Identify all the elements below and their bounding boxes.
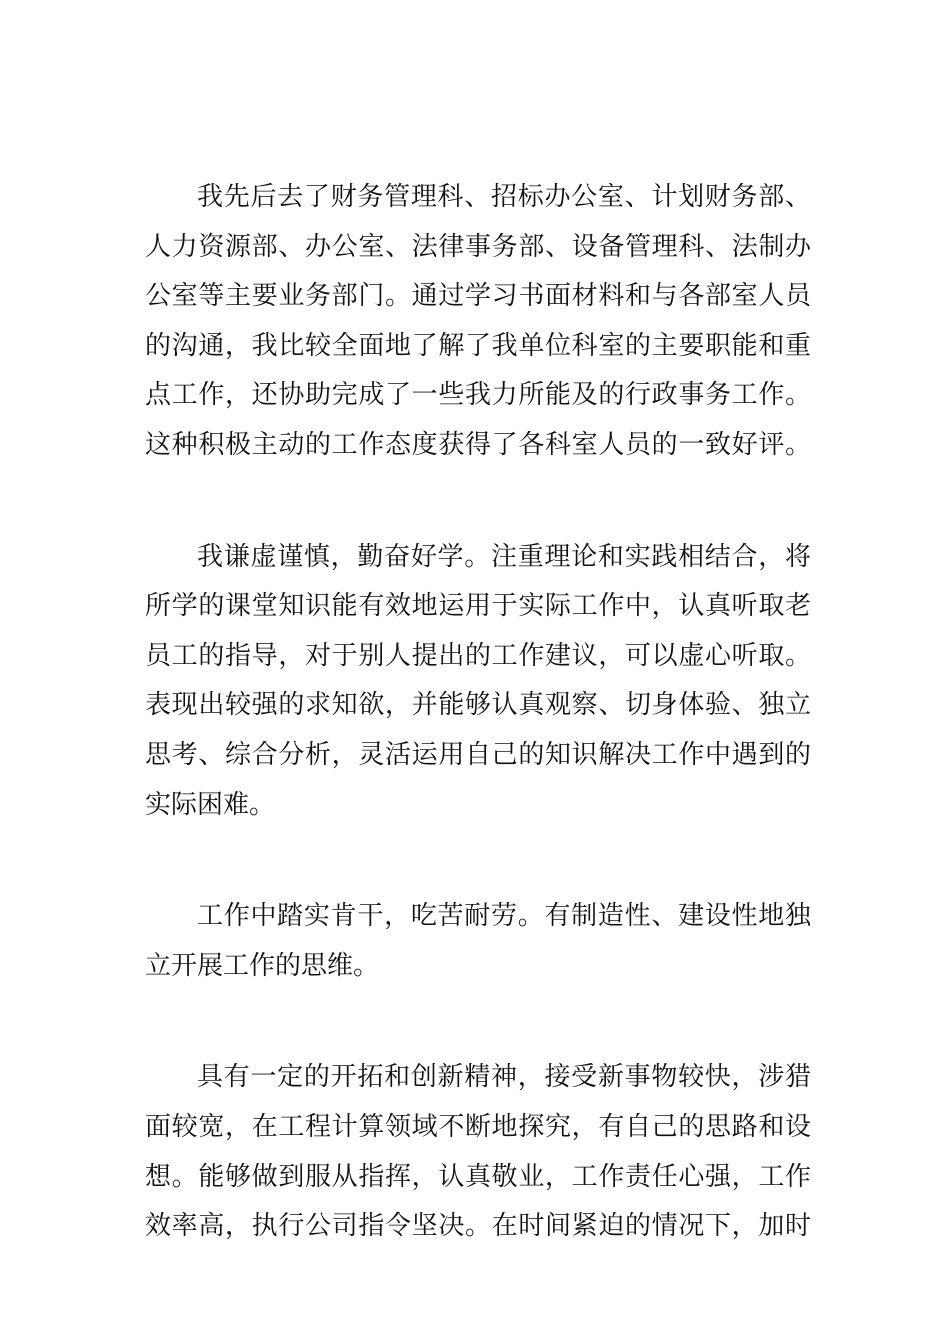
text-line: 表现出较强的求知欲，并能够认真观察、切身体验、独立 bbox=[145, 690, 811, 721]
text-line: 想。能够做到服从指挥，认真敬业，工作责任心强，工作 bbox=[145, 1161, 811, 1192]
text-line: 点工作，还协助完成了一些我力所能及的行政事务工作。 bbox=[145, 380, 811, 411]
paragraph-2 bbox=[145, 533, 811, 831]
document-body bbox=[145, 173, 811, 1314]
text-line: 具有一定的开拓和创新精神，接受新事物较快，涉猎 bbox=[197, 1062, 811, 1093]
text-line: 面较宽，在工程计算领域不断地探究，有自己的思路和设 bbox=[145, 1111, 811, 1142]
text-line: 人力资源部、办公室、法律事务部、设备管理科、法制办 bbox=[145, 231, 811, 262]
text-line: 实际困难。 bbox=[145, 789, 276, 820]
paragraph-3 bbox=[145, 892, 811, 991]
text-line: 立开展工作的思维。 bbox=[145, 950, 380, 981]
text-line: 公室等主要业务部门。通过学习书面材料和与各部室人员 bbox=[145, 281, 811, 312]
text-line: 我谦虚谨慎，勤奋好学。注重理论和实践相结合，将 bbox=[197, 541, 811, 572]
text-line: 员工的指导，对于别人提出的工作建议，可以虚心听取。 bbox=[145, 640, 811, 671]
paragraph-1 bbox=[145, 173, 811, 471]
text-line: 工作中踏实肯干，吃苦耐劳。有制造性、建设性地独 bbox=[197, 901, 811, 932]
text-line: 的沟通，我比较全面地了解了我单位科室的主要职能和重 bbox=[145, 330, 811, 361]
text-line: 这种积极主动的工作态度获得了各科室人员的一致好评。 bbox=[145, 429, 811, 460]
paragraph-4 bbox=[145, 1053, 811, 1251]
text-line: 我先后去了财务管理科、招标办公室、计划财务部、 bbox=[197, 182, 811, 212]
text-line: 效率高，执行公司指令坚决。在时间紧迫的情况下，加时 bbox=[145, 1211, 811, 1242]
text-line: 所学的课堂知识能有效地运用于实际工作中，认真听取老 bbox=[145, 591, 811, 622]
text-line: 思考、综合分析，灵活运用自己的知识解决工作中遇到的 bbox=[145, 739, 811, 770]
